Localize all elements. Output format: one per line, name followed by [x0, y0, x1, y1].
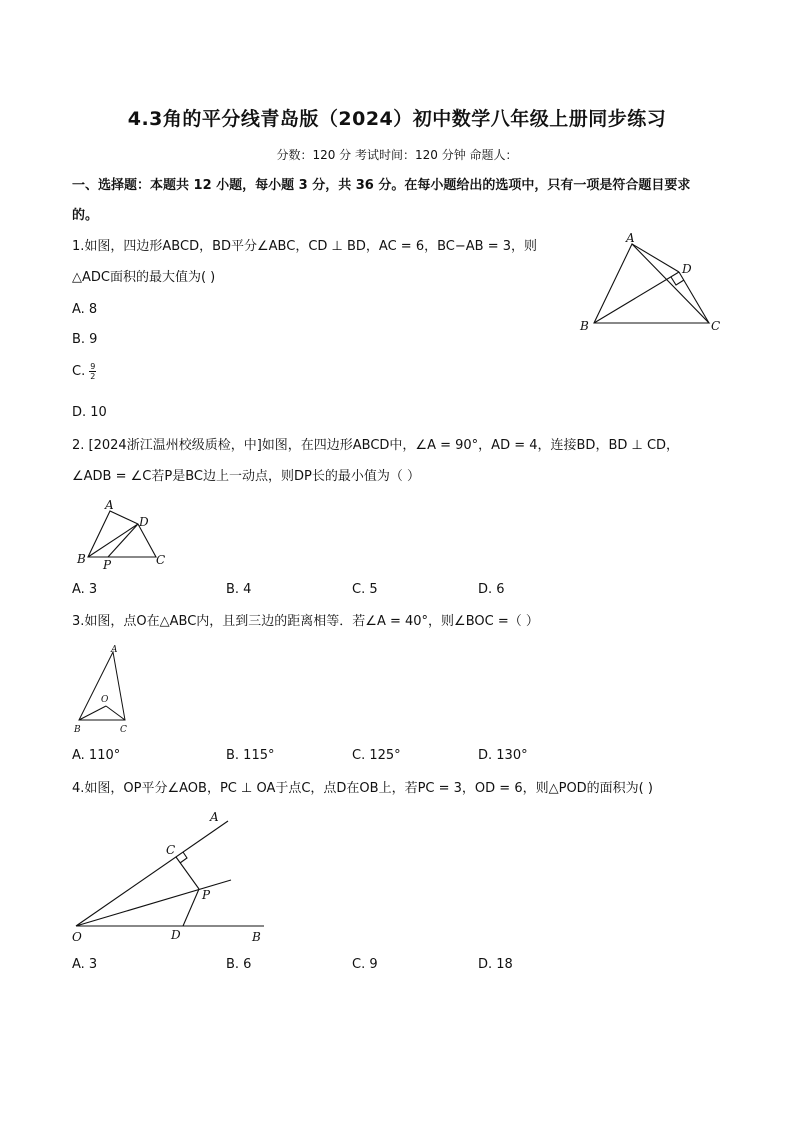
q2-figure [72, 495, 182, 575]
q4-label-p: P [202, 888, 211, 902]
q1-label-b: B [580, 319, 589, 333]
q2-label-a: A [105, 498, 114, 512]
q2-label-d: D [139, 515, 149, 529]
q2-option-a[interactable]: A. 3 [72, 582, 98, 597]
q3-triangle-abc [79, 652, 125, 720]
q4-label-o: O [72, 930, 82, 944]
q1-stem-line1: 1.如图，四边形ABCD，BD平分∠ABC，CD ⊥ BD，AC = 6，BC−AB = 3，则 [72, 239, 537, 254]
q3-label-a: A [111, 645, 118, 655]
q2-option-c[interactable]: C. 5 [352, 582, 378, 597]
q2-option-d[interactable]: D. 6 [478, 582, 505, 597]
q1-label-d: D [682, 262, 692, 276]
q3-option-a[interactable]: A. 110° [72, 748, 121, 763]
q1-option-b[interactable]: B. 9 [72, 332, 98, 347]
q4-segment-pc [176, 857, 199, 889]
q4-label-c: C [166, 843, 176, 857]
q2-stem-line1: 2. [2024浙江温州校级质检，中]如图，在四边形ABCD中，∠A = 90°，AD = 4，连接BD，BD ⊥ CD， [72, 438, 680, 453]
q4-figure [68, 806, 278, 948]
q4-option-d[interactable]: D. 18 [478, 957, 513, 972]
q4-option-b[interactable]: B. 6 [226, 957, 252, 972]
q1-stem-line2: △ADC面积的最大值为( ) [72, 270, 216, 285]
q3-label-b: B [74, 725, 81, 735]
q4-segment-pd [183, 889, 199, 926]
section-heading-line2: 的。 [72, 208, 99, 223]
q1-option-c[interactable] [72, 362, 96, 381]
q1-label-c: C [711, 319, 721, 333]
q2-stem-line2: ∠ADB = ∠C若P是BC边上一动点，则DP长的最小值为（ ） [72, 469, 420, 484]
q1-option-c-denominator: 2 [90, 372, 96, 381]
q4-label-a: A [210, 810, 219, 824]
q1-label-a: A [626, 231, 635, 245]
q2-option-b[interactable]: B. 4 [226, 582, 252, 597]
q3-label-o: O [101, 695, 109, 705]
q2-label-p: P [103, 558, 112, 572]
q4-stem-line1: 4.如图，OP平分∠AOB，PC ⊥ OA于点C，点D在OB上，若PC = 3，OD = 6，则△POD的面积为( ) [72, 781, 653, 796]
q4-option-c[interactable]: C. 9 [352, 957, 378, 972]
q3-option-c[interactable]: C. 125° [352, 748, 401, 763]
q3-figure [70, 640, 140, 736]
q3-option-d[interactable]: D. 130° [478, 748, 528, 763]
q1-option-c-fraction [89, 362, 96, 381]
q1-option-c-label: C. [72, 364, 90, 379]
q3-option-b[interactable]: B. 115° [226, 748, 275, 763]
exam-meta: 分数：120 分 考试时间：120 分钟 命题人： [276, 148, 518, 162]
q4-ray-oa [76, 821, 228, 926]
q1-option-c-numerator: 9 [90, 362, 96, 371]
q3-label-c: C [120, 725, 127, 735]
q4-option-a[interactable]: A. 3 [72, 957, 98, 972]
q2-label-c: C [156, 553, 166, 567]
q2-label-b: B [77, 552, 86, 566]
q4-label-d: D [171, 928, 181, 942]
q3-segment-oc [106, 706, 125, 720]
page-title: 4.3角的平分线青岛版（2024）初中数学八年级上册同步练习 [127, 108, 667, 130]
q1-figure [570, 230, 730, 340]
q4-label-b: B [252, 930, 261, 944]
q3-stem-line1: 3.如图，点O在△ABC内，且到三边的距离相等．若∠A = 40°，则∠BOC =（ ） [72, 614, 539, 629]
q1-option-d[interactable]: D. 10 [72, 405, 107, 420]
q1-option-a[interactable]: A. 8 [72, 302, 98, 317]
section-heading-line1: 一、选择题：本题共 12 小题，每小题 3 分，共 36 分。在每小题给出的选项中，只有一项是符合题目要求 [72, 178, 691, 193]
q4-ray-op [76, 880, 231, 926]
